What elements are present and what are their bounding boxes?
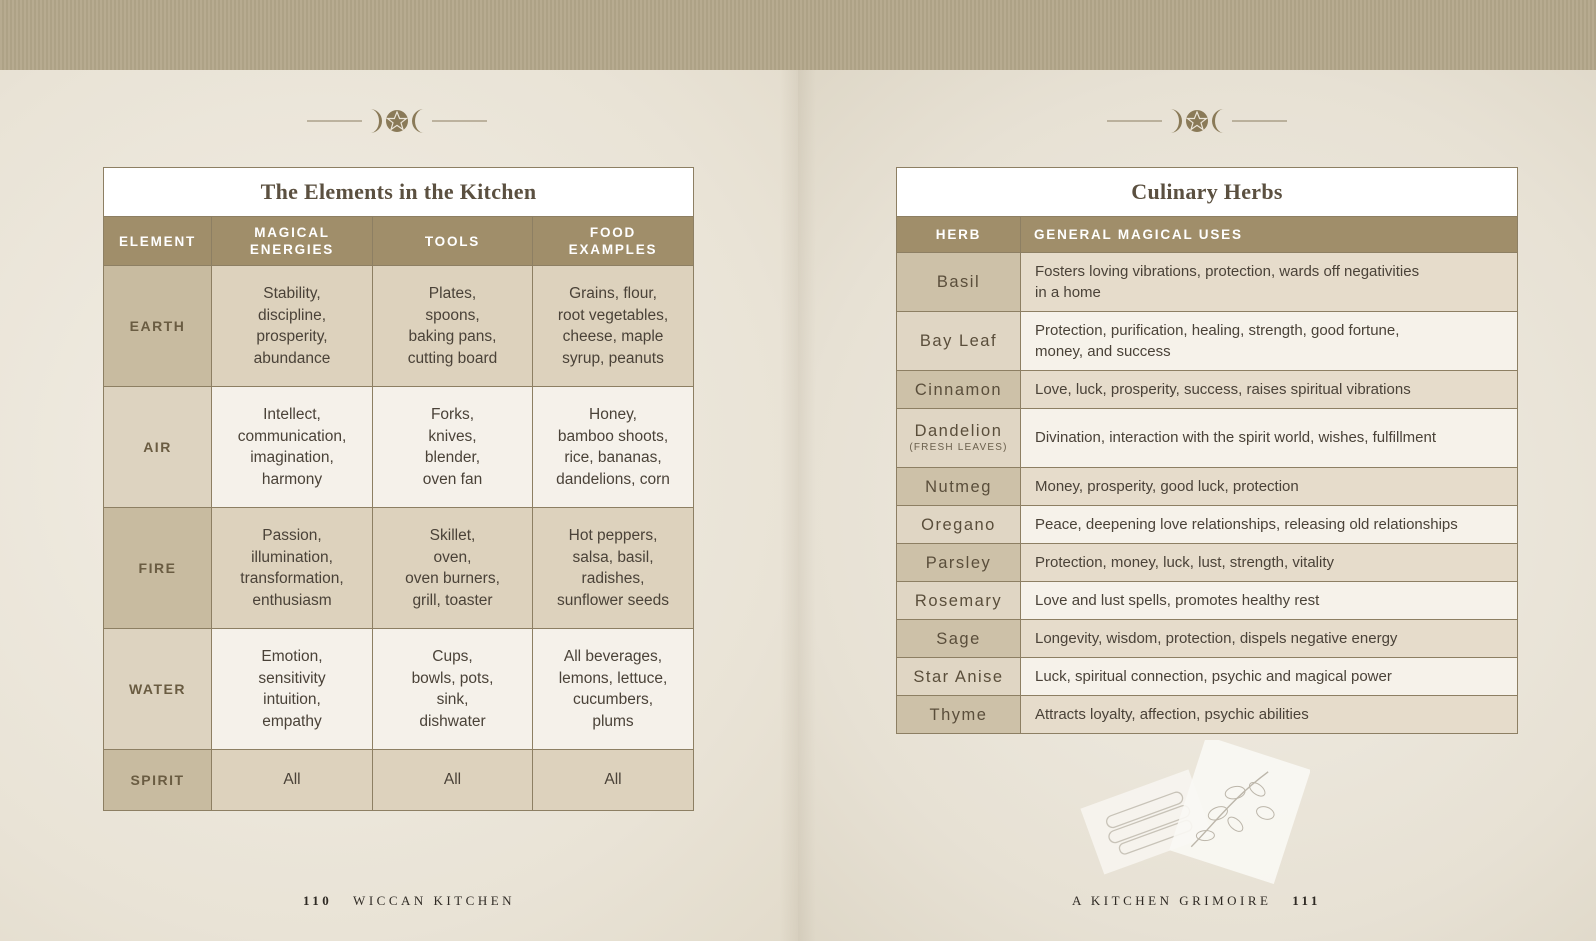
cinnamon-sticks-and-herb-sketch-icon — [1080, 740, 1310, 890]
table-row — [897, 253, 1518, 312]
tools-cell: Skillet, oven, oven burners, grill, toaster — [373, 508, 533, 629]
right-folio — [1072, 893, 1321, 909]
table-row — [897, 468, 1518, 506]
herb-name: Thyme — [897, 696, 1021, 734]
culinary-herbs-table — [896, 167, 1518, 734]
page-number: 110 — [303, 893, 333, 908]
table-row — [897, 582, 1518, 620]
elements-table-title: The Elements in the Kitchen — [104, 168, 694, 217]
herb-uses: Peace, deepening love relationships, releasing old relationships — [1021, 506, 1518, 544]
header-general-magical-uses: GENERAL MAGICAL USES — [1021, 217, 1518, 253]
herb-name: Oregano — [897, 506, 1021, 544]
herb-name: Rosemary — [897, 582, 1021, 620]
herb-uses: Money, prosperity, good luck, protection — [1021, 468, 1518, 506]
herb-note: (FRESH LEAVES) — [909, 442, 1008, 453]
herbs-table-title: Culinary Herbs — [897, 168, 1518, 217]
herb-name: Basil — [897, 253, 1021, 312]
book-gutter — [780, 70, 816, 941]
header-element: ELEMENT — [104, 217, 212, 266]
herb-name: Parsley — [897, 544, 1021, 582]
table-row — [897, 371, 1518, 409]
top-cloth-band — [0, 0, 1596, 70]
element-name: FIRE — [104, 508, 212, 629]
food-cell: All beverages, lemons, lettuce, cucumbers, plums — [533, 629, 694, 750]
table-row — [897, 620, 1518, 658]
herb-uses: Protection, money, luck, lust, strength, vitality — [1021, 544, 1518, 582]
herb-uses: Fosters loving vibrations, protection, wards off negativities in a home — [1021, 253, 1518, 312]
triple-moon-pentacle-icon — [307, 106, 487, 136]
energies-cell: Emotion, sensitivity intuition, empathy — [212, 629, 373, 750]
herb-name: Sage — [897, 620, 1021, 658]
food-cell: Hot peppers, salsa, basil, radishes, sunflower seeds — [533, 508, 694, 629]
element-name: EARTH — [104, 266, 212, 387]
tools-cell: Plates, spoons, baking pans, cutting board — [373, 266, 533, 387]
element-name: AIR — [104, 387, 212, 508]
triple-moon-pentacle-icon — [1107, 106, 1287, 136]
food-cell: All — [533, 750, 694, 811]
elements-header-row — [104, 217, 694, 266]
page-number: 111 — [1292, 893, 1321, 908]
herb-uses: Luck, spiritual connection, psychic and magical power — [1021, 658, 1518, 696]
herb-uses: Divination, interaction with the spirit world, wishes, fulfillment — [1021, 409, 1518, 468]
table-row — [104, 629, 694, 750]
energies-cell: Intellect, communication, imagination, harmony — [212, 387, 373, 508]
herb-uses: Protection, purification, healing, strength, good fortune, money, and success — [1021, 312, 1518, 371]
herb-name: Nutmeg — [897, 468, 1021, 506]
energies-cell: All — [212, 750, 373, 811]
herb-uses: Attracts loyalty, affection, psychic abilities — [1021, 696, 1518, 734]
herb-name: Cinnamon — [897, 371, 1021, 409]
table-row — [897, 544, 1518, 582]
herb-uses: Longevity, wisdom, protection, dispels negative energy — [1021, 620, 1518, 658]
header-food-examples: FOOD EXAMPLES — [533, 217, 694, 266]
herb-name: Star Anise — [897, 658, 1021, 696]
table-row — [897, 658, 1518, 696]
header-magical-energies: MAGICAL ENERGIES — [212, 217, 373, 266]
table-row — [897, 409, 1518, 468]
table-row — [104, 266, 694, 387]
header-herb: HERB — [897, 217, 1021, 253]
herb-uses: Love and lust spells, promotes healthy rest — [1021, 582, 1518, 620]
table-row — [897, 696, 1518, 734]
table-row — [897, 506, 1518, 544]
element-name: SPIRIT — [104, 750, 212, 811]
tools-cell: Cups, bowls, pots, sink, dishwater — [373, 629, 533, 750]
elements-table — [103, 167, 694, 811]
herbs-header-row — [897, 217, 1518, 253]
herb-uses: Love, luck, prosperity, success, raises spiritual vibrations — [1021, 371, 1518, 409]
table-row — [897, 312, 1518, 371]
element-name: WATER — [104, 629, 212, 750]
table-row — [104, 387, 694, 508]
energies-cell: Stability, discipline, prosperity, abundance — [212, 266, 373, 387]
tools-cell: All — [373, 750, 533, 811]
food-cell: Honey, bamboo shoots, rice, bananas, dandelions, corn — [533, 387, 694, 508]
header-tools: TOOLS — [373, 217, 533, 266]
tools-cell: Forks, knives, blender, oven fan — [373, 387, 533, 508]
running-head: WICCAN KITCHEN — [353, 893, 516, 908]
energies-cell: Passion, illumination, transformation, enthusiasm — [212, 508, 373, 629]
herb-name: Bay Leaf — [897, 312, 1021, 371]
table-row — [104, 508, 694, 629]
herb-name: Dandelion (FRESH LEAVES) — [897, 409, 1021, 468]
food-cell: Grains, flour, root vegetables, cheese, maple syrup, peanuts — [533, 266, 694, 387]
left-folio — [303, 893, 515, 909]
running-head: A KITCHEN GRIMOIRE — [1072, 893, 1272, 908]
table-row — [104, 750, 694, 811]
